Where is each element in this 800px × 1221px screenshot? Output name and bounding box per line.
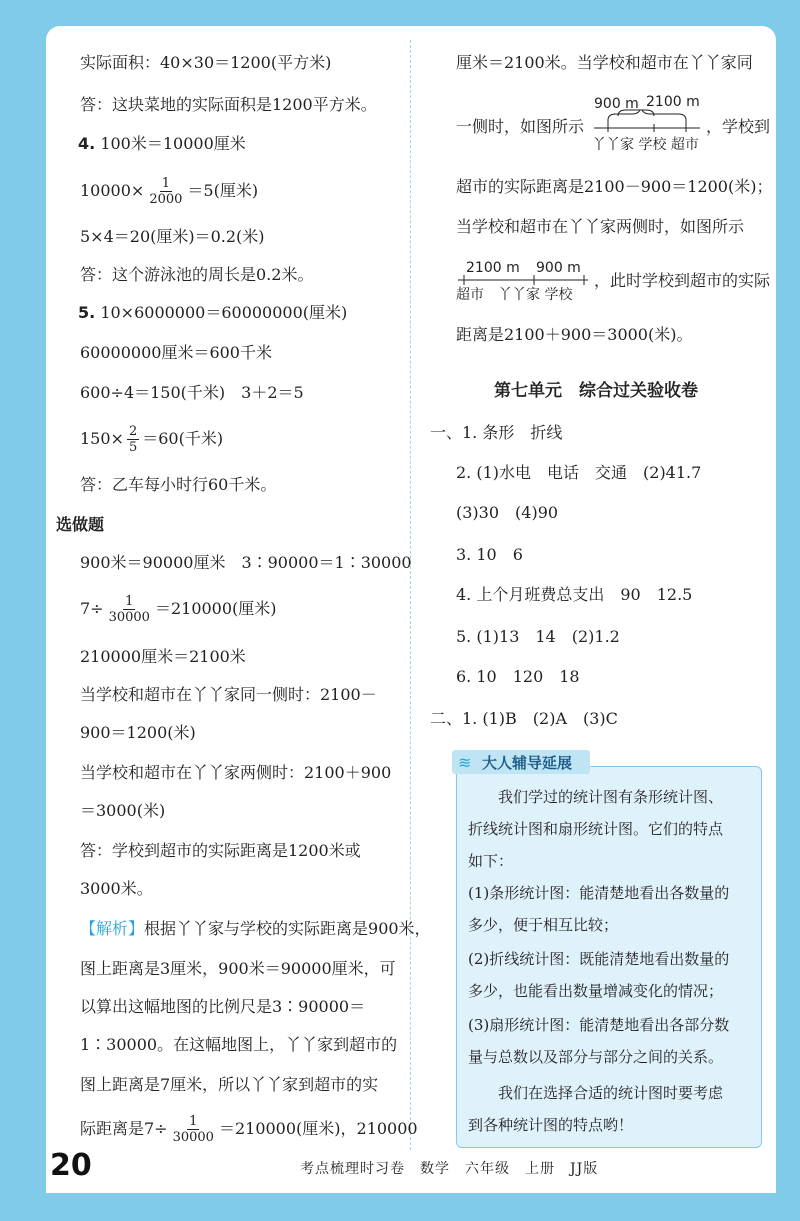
denominator: 5 <box>128 440 138 455</box>
analysis-line: 以算出这幅地图的比例尺是3∶90000＝ <box>80 997 366 1016</box>
page-frame-bottom <box>0 1193 800 1221</box>
text-line: 当学校和超市在丫丫家同一侧时：2100－ <box>80 685 377 704</box>
box-line: (1)条形统计图：能清楚地看出各数量的 <box>468 884 730 902</box>
same-side-diagram <box>592 94 704 154</box>
analysis-line: 图上距离是7厘米，所以丫丫家到超市的实 <box>80 1075 379 1094</box>
answer-line: 答：乙车每小时行60千米。 <box>80 475 277 494</box>
expr-part: 际距离是7÷ <box>80 1119 168 1138</box>
text-line: 厘米＝2100米。当学校和超市在丫丫家同 <box>456 53 753 72</box>
text-line: 一侧时，如图所示 <box>456 117 585 136</box>
answer-line: (3)30 (4)90 <box>456 503 559 522</box>
denominator: 2000 <box>149 192 183 207</box>
box-line: 多少，便于相互比较； <box>468 916 619 934</box>
numerator: 1 <box>161 176 170 191</box>
answer-line: 4. 上个月班费总支出 90 12.5 <box>456 585 693 604</box>
distance-label: 900 m <box>594 96 639 112</box>
question-4 <box>78 133 246 155</box>
box-line: 如下： <box>468 852 514 870</box>
answer-line: 3. 10 6 <box>456 545 523 564</box>
page-number: 20 <box>50 1148 92 1183</box>
text-line: 900＝1200(米) <box>80 723 196 742</box>
expr-part: 7÷ <box>80 599 104 618</box>
page-frame-right <box>776 0 800 1221</box>
optional-section-title: 选做题 <box>56 515 105 534</box>
text-line: 超市的实际距离是2100－900＝1200(米)； <box>456 177 773 196</box>
answer-line: 5. (1)13 14 (2)1.2 <box>456 627 620 646</box>
distance-label: 900 m <box>536 260 581 276</box>
answer-line: 答：学校到超市的实际距离是1200米或 <box>80 841 361 860</box>
parent-guidance-header <box>452 750 590 774</box>
text-line: 距离是2100＋900＝3000(米)。 <box>456 325 693 344</box>
text-line: ，此时学校到超市的实际 <box>594 271 771 290</box>
text-line: 当学校和超市在丫丫家两侧时，如图所示 <box>456 217 745 236</box>
box-line: 我们在选择合适的统计图时要考虑 <box>468 1084 724 1102</box>
box-line: 量与总数以及部分与部分之间的关系。 <box>468 1048 724 1066</box>
text-line: 5×4＝20(厘米)＝0.2(米) <box>80 227 265 246</box>
expr-part: ＝5(厘米) <box>187 181 259 200</box>
denominator: 30000 <box>108 610 150 625</box>
place-labels: 超市 丫丫家 学校 <box>456 287 573 303</box>
numerator: 1 <box>125 594 134 609</box>
page-frame-left <box>0 0 46 1221</box>
text-line: ，学校到 <box>706 117 771 136</box>
column-divider <box>410 40 412 1150</box>
analysis-line: 1∶30000。在这幅地图上，丫丫家到超市的 <box>80 1035 398 1054</box>
unit-title: 第七单元 综合过关验收卷 <box>494 381 698 401</box>
fraction <box>171 1114 216 1145</box>
wave-icon: ≋ <box>458 753 472 772</box>
expr-part: 10000× <box>80 181 145 200</box>
analysis-line: 图上距离是3厘米，900米＝90000厘米，可 <box>80 959 396 978</box>
expr-part: ＝210000(厘米)，210000 <box>218 1119 418 1138</box>
box-line: 折线统计图和扇形统计图。它们的特点 <box>468 820 724 838</box>
question-number: 5. <box>78 303 96 322</box>
fraction-line <box>80 176 258 207</box>
expr-part: 150× <box>80 429 124 448</box>
box-title: 大人辅导延展 <box>482 754 573 772</box>
distance-label: 2100 m <box>646 94 700 110</box>
text-line: 900米＝90000厘米 3∶90000＝1∶30000 <box>80 553 412 572</box>
text-line: 当学校和超市在丫丫家两侧时：2100＋900 <box>80 763 392 782</box>
distance-brackets <box>592 108 704 134</box>
question-text: 100米＝10000厘米 <box>100 134 246 153</box>
fraction-line <box>80 594 277 625</box>
text-line: 实际面积：40×30＝1200(平方米) <box>80 53 332 72</box>
box-line: 我们学过的统计图有条形统计图、 <box>468 788 724 806</box>
answer-line: 2. (1)水电 电话 交通 (2)41.7 <box>456 463 702 482</box>
question-text: 10×6000000＝60000000(厘米) <box>100 303 348 322</box>
expr-part: ＝210000(厘米) <box>154 599 277 618</box>
expr-part: ＝60(千米) <box>142 429 224 448</box>
numerator: 1 <box>189 1114 198 1129</box>
text-line: ＝3000(米) <box>80 801 166 820</box>
answer-line: 答：这块菜地的实际面积是1200平方米。 <box>80 95 377 114</box>
box-line: 到各种统计图的特点哟！ <box>468 1116 634 1134</box>
answer-line: 6. 10 120 18 <box>456 667 580 686</box>
question-number: 4. <box>78 134 96 153</box>
fraction-line <box>80 424 223 455</box>
fraction-line <box>80 1114 418 1145</box>
denominator: 30000 <box>172 1130 214 1145</box>
fraction <box>147 176 184 207</box>
answer-line: 3000米。 <box>80 879 153 898</box>
question-5 <box>78 302 347 324</box>
footer-text: 考点梳理时习卷 数学 六年级 上册 JJ版 <box>300 1161 599 1177</box>
text-line: 60000000厘米＝600千米 <box>80 343 272 362</box>
place-labels: 丫丫家 学校 超市 <box>592 137 699 153</box>
analysis-line <box>80 918 431 940</box>
answer-line: 二、1. (1)B (2)A (3)C <box>430 709 618 728</box>
box-line: (2)折线统计图：既能清楚地看出数量的 <box>468 950 730 968</box>
text-line: 600÷4＝150(千米) 3＋2＝5 <box>80 383 304 402</box>
fraction <box>127 424 139 455</box>
text-line: 210000厘米＝2100米 <box>80 647 246 666</box>
answer-line: 答：这个游泳池的周长是0.2米。 <box>80 265 314 284</box>
answer-line: 一、1. 条形 折线 <box>430 423 563 442</box>
box-line: (3)扇形统计图：能清楚地看出各部分数 <box>468 1016 730 1034</box>
distance-label: 2100 m <box>466 260 520 276</box>
analysis-text: 根据丫丫家与学校的实际距离是900米， <box>144 919 431 938</box>
fraction <box>107 594 152 625</box>
analysis-tag: 【解析】 <box>80 919 145 938</box>
numerator: 2 <box>128 424 138 439</box>
opposite-side-diagram <box>456 258 592 302</box>
box-line: 多少，也能看出数量增减变化的情况； <box>468 982 724 1000</box>
